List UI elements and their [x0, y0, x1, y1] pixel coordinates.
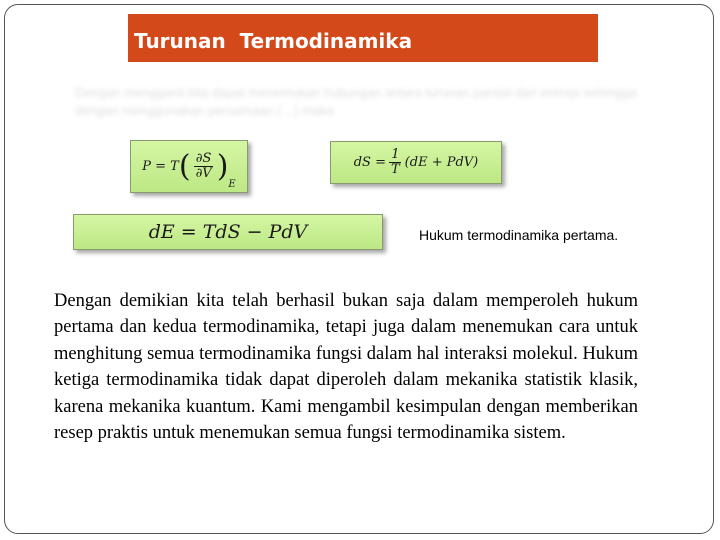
- close-paren: ): [216, 148, 229, 184]
- pressure-equation-box: [130, 140, 248, 193]
- first-law-caption: Hukum termodinamika pertama.: [419, 227, 619, 243]
- pressure-equation: [142, 148, 236, 190]
- pressure-denominator: ∂V: [195, 166, 212, 181]
- slide-title: Turunan Termodinamika: [134, 29, 413, 53]
- energy-equation-box: [73, 214, 383, 250]
- pressure-fraction: [194, 152, 214, 180]
- entropy-fraction: [389, 148, 402, 176]
- faint-intro-text: Dengan mengganti kita dapat menemukan hubungan antara turunan parsial dari entropi sehingga dengan menggunakan persamaan (…) maka: [75, 85, 637, 118]
- entropy-equation-lhs: dS =: [353, 155, 386, 170]
- entropy-equation-rhs: (dE + PdV): [404, 155, 479, 170]
- pressure-equation-lhs: P = T: [142, 159, 179, 174]
- pressure-numerator: ∂S: [195, 151, 212, 167]
- open-paren: (: [178, 148, 191, 184]
- entropy-numerator: 1: [391, 147, 400, 163]
- energy-equation: dE = TdS − PdV: [148, 221, 308, 243]
- entropy-equation-box: [330, 141, 502, 184]
- pressure-subscript: E: [228, 178, 236, 190]
- body-paragraph: Dengan demikian kita telah berhasil bukan saja dalam memperoleh hukum pertama dan kedua termodinamika, tetapi juga dalam menemukan cara untuk menghitung semua termodinamika fungsi dalam hal interaksi molekul. Hukum ketiga termodinamika tidak dapat diperoleh dalam mekanika statistik klasik, karena mekanika kuantum. Kami mengambil kesimpulan dengan memberikan resep praktis untuk menemukan semua fungsi termodinamika sistem.: [54, 291, 638, 444]
- title-bar: [128, 14, 598, 62]
- entropy-equation: [354, 148, 479, 176]
- entropy-denominator: T: [391, 162, 400, 177]
